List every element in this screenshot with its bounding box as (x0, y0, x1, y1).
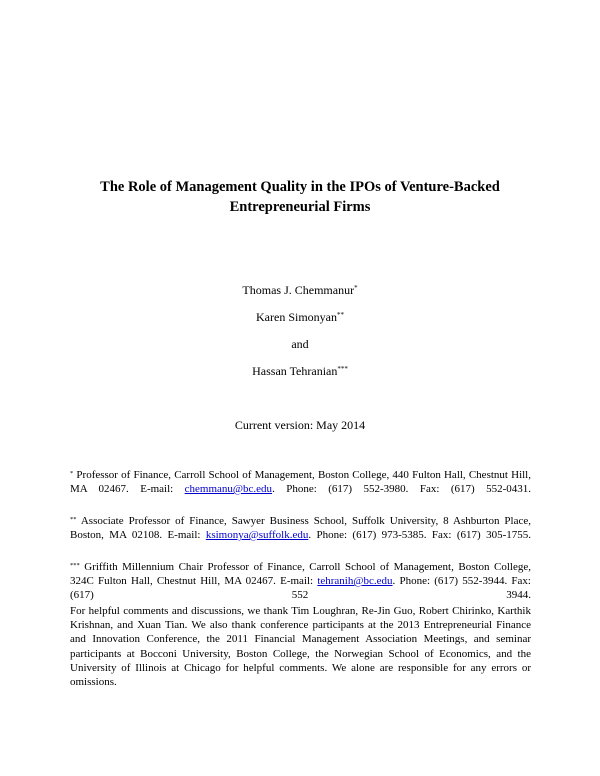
footnote-3-text: Griffith Millennium Chair Professor of Finance, Carroll School of Management, Boston College, 324C Fulton Hall, Chestnut Hill, MA 02467. E-mail: (70, 561, 531, 587)
paper-title (0, 177, 600, 217)
footnote-2 (70, 514, 531, 556)
email-link-simonyan[interactable]: ksimonya@suffolk.edu (205, 529, 309, 541)
and-separator: and (291, 337, 309, 351)
footnote-1-mark: * (70, 470, 74, 477)
version-date: Current version: May 2014 (234, 418, 366, 432)
author-2-footnote-mark[interactable]: ** (336, 311, 344, 319)
acknowledgment-paragraph: For helpful comments and discussions, we thank Tim Loughran, Re-Jin Guo, Robert Chirinko, Karthik Krishnan, and Xuan Tian. We also thank conference participants at the 2013 Entrepreneurial Finance and Innovation Conference, the 2011 Financial Management Association Meetings, and seminar participants at Bocconi University, Boston College, the Norwegian School of Economics, and the University of Illinois at Chicago for helpful comments. We alone are responsible for any errors or omissions. (70, 605, 531, 689)
author-2 (0, 309, 600, 325)
author-2-name: Karen Simonyan (256, 310, 337, 324)
author-1-footnote-mark[interactable]: * (354, 284, 358, 292)
footnote-2-text: Associate Professor of Finance, Sawyer Business School, Suffolk University, 8 Ashburton Place, Boston, MA 02108. E-mail: (70, 515, 531, 541)
author-3 (0, 363, 600, 379)
footnote-1-contact: . Phone: (617) 552-3980. Fax: (617) 552-0431. (272, 483, 531, 495)
author-3-footnote-mark[interactable]: *** (337, 365, 348, 373)
author-1 (0, 282, 600, 298)
paper-title-line-1: The Role of Management Quality in the IPOs of Venture-Backed (100, 179, 500, 195)
paper-title-line-2: Entrepreneurial Firms (229, 199, 371, 215)
footnote-2-contact: . Phone: (617) 973-5385. Fax: (617) 305-1755. (308, 529, 532, 541)
email-link-chemmanur[interactable]: chemmanu@bc.edu (184, 483, 273, 495)
footnote-2-mark: ** (70, 516, 77, 523)
email-link-tehranian[interactable]: tehranih@bc.edu (317, 575, 393, 587)
footnote-1-text: Professor of Finance, Carroll School of Management, Boston College, 440 Fulton Hall, Chestnut Hill, MA 02467. E-mail: (70, 469, 531, 495)
author-1-name: Thomas J. Chemmanur (242, 283, 355, 297)
footnote-3-contact: . Phone: (617) 552-3944. Fax: (617) 552 3944. (70, 575, 531, 601)
footnotes (70, 468, 531, 620)
footnote-3-mark: *** (70, 562, 80, 569)
footnote-1 (70, 468, 531, 510)
author-3-name: Hassan Tehranian (252, 364, 338, 378)
